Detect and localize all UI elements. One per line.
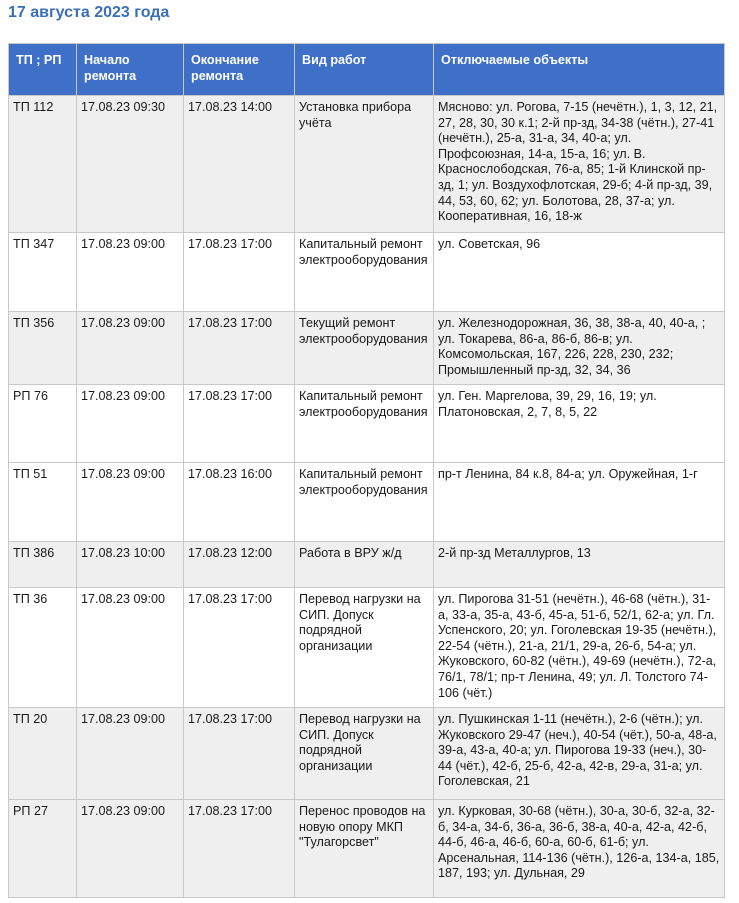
header-start: Начало ремонта [77, 44, 184, 96]
cell-start: 17.08.23 09:00 [77, 463, 184, 542]
table-row [9, 542, 725, 588]
cell-objects: Мясново: ул. Рогова, 7-15 (нечётн.), 1, 3, 12, 21, 27, 28, 30, 30 к.1; 2-й пр-зд, 34-38 (чётн.), 27-41 (нечётн.), 25-а, 31-а, 34, 40-а; ул. Профсоюзная, 14-а, 15-а, 16; ул. В. Краснослободская, 76-а, 85; 1-й Клинской пр-зд, 1; ул. Воздухофлотская, 29-б; 4-й пр-зд, 39, 44, 53, 60, 62; ул. Болотова, 28, 37-а; ул. Кооперативная, 16, 18-ж [434, 96, 725, 233]
cell-substation: ТП 112 [9, 96, 77, 233]
table-row [9, 385, 725, 463]
cell-substation: РП 76 [9, 385, 77, 463]
table-row [9, 708, 725, 800]
cell-end: 17.08.23 17:00 [184, 800, 295, 898]
header-work-type: Вид работ [295, 44, 434, 96]
cell-objects: ул. Курковая, 30-68 (чётн.), 30-а, 30-б, 32-а, 32-б, 34-а, 34-б, 36-а, 36-б, 38-а, 40-а, 42-а, 42-б, 44-б, 46-а, 46-б, 60-а, 60-б, 61-б; ул. Арсенальная, 114-136 (чётн.), 126-а, 134-а, 185, 187, 193; ул. Дульная, 29 [434, 800, 725, 898]
cell-end: 17.08.23 17:00 [184, 312, 295, 385]
cell-start: 17.08.23 09:00 [77, 588, 184, 708]
cell-start: 17.08.23 09:00 [77, 312, 184, 385]
table-header-row [9, 44, 725, 96]
cell-work-type: Перевод нагрузки на СИП. Допуск подрядной организации [295, 588, 434, 708]
cell-substation: РП 27 [9, 800, 77, 898]
header-substation: ТП ; РП [9, 44, 77, 96]
cell-work-type: Перенос проводов на новую опору МКП "Тулагорсвет" [295, 800, 434, 898]
cell-end: 17.08.23 17:00 [184, 588, 295, 708]
cell-substation: ТП 51 [9, 463, 77, 542]
table-row [9, 800, 725, 898]
table-row [9, 96, 725, 233]
cell-start: 17.08.23 09:00 [77, 385, 184, 463]
table-row [9, 588, 725, 708]
cell-objects: ул. Ген. Маргелова, 39, 29, 16, 19; ул. Платоновская, 2, 7, 8, 5, 22 [434, 385, 725, 463]
page-title: 17 августа 2023 года [8, 4, 170, 21]
outage-table [8, 43, 725, 898]
cell-end: 17.08.23 12:00 [184, 542, 295, 588]
cell-work-type: Капитальный ремонт электрооборудования [295, 463, 434, 542]
cell-start: 17.08.23 10:00 [77, 542, 184, 588]
cell-work-type: Работа в ВРУ ж/д [295, 542, 434, 588]
table-row [9, 233, 725, 312]
cell-work-type: Перевод нагрузки на СИП. Допуск подрядной организации [295, 708, 434, 800]
cell-work-type: Установка прибора учёта [295, 96, 434, 233]
cell-end: 17.08.23 14:00 [184, 96, 295, 233]
cell-start: 17.08.23 09:00 [77, 800, 184, 898]
cell-objects: 2-й пр-зд Металлургов, 13 [434, 542, 725, 588]
cell-end: 17.08.23 16:00 [184, 463, 295, 542]
cell-end: 17.08.23 17:00 [184, 708, 295, 800]
cell-work-type: Капитальный ремонт электрооборудования [295, 233, 434, 312]
cell-objects: ул. Советская, 96 [434, 233, 725, 312]
cell-objects: ул. Пушкинская 1-11 (нечётн.), 2-6 (чётн.); ул. Жуковского 29-47 (неч.), 40-54 (чёт.), 50-а, 48-а, 39-а, 43-а, 40-а; ул. Пирогова 19-33 (неч.), 30-44 (чёт.), 42-б, 25-б, 42-а, 42-в, 29-а, 31-а; ул. Гоголевская, 21 [434, 708, 725, 800]
cell-substation: ТП 347 [9, 233, 77, 312]
header-end: Окончание ремонта [184, 44, 295, 96]
cell-objects: ул. Железнодорожная, 36, 38, 38-а, 40, 40-а, ; ул. Токарева, 86-а, 86-б, 86-в; ул. Комсомольская, 167, 226, 228, 230, 232; Промышленный пр-зд, 32, 34, 36 [434, 312, 725, 385]
cell-start: 17.08.23 09:00 [77, 708, 184, 800]
cell-substation: ТП 356 [9, 312, 77, 385]
table-row [9, 312, 725, 385]
cell-substation: ТП 386 [9, 542, 77, 588]
cell-work-type: Капитальный ремонт электрооборудования [295, 385, 434, 463]
header-objects: Отключаемые объекты [434, 44, 725, 96]
cell-end: 17.08.23 17:00 [184, 385, 295, 463]
cell-start: 17.08.23 09:30 [77, 96, 184, 233]
cell-substation: ТП 20 [9, 708, 77, 800]
cell-work-type: Текущий ремонт электрооборудования [295, 312, 434, 385]
cell-start: 17.08.23 09:00 [77, 233, 184, 312]
cell-objects: пр-т Ленина, 84 к.8, 84-а; ул. Оружейная, 1-г [434, 463, 725, 542]
cell-objects: ул. Пирогова 31-51 (нечётн.), 46-68 (чётн.), 31-а, 33-а, 35-а, 43-б, 45-а, 51-б, 52/1, 62-а; ул. Гл. Успенского, 20; ул. Гоголевская 19-35 (нечётн.), 22-54 (чётн.), 21-а, 21/1, 29-а, 26-б, 54-а; ул. Жуковского, 60-82 (чётн.), 49-69 (нечётн.), 72-а, 76/1, 78/1; пр-т Ленина, 49; ул. Л. Толстого 74-106 (чёт.) [434, 588, 725, 708]
cell-substation: ТП 36 [9, 588, 77, 708]
table-row [9, 463, 725, 542]
cell-end: 17.08.23 17:00 [184, 233, 295, 312]
